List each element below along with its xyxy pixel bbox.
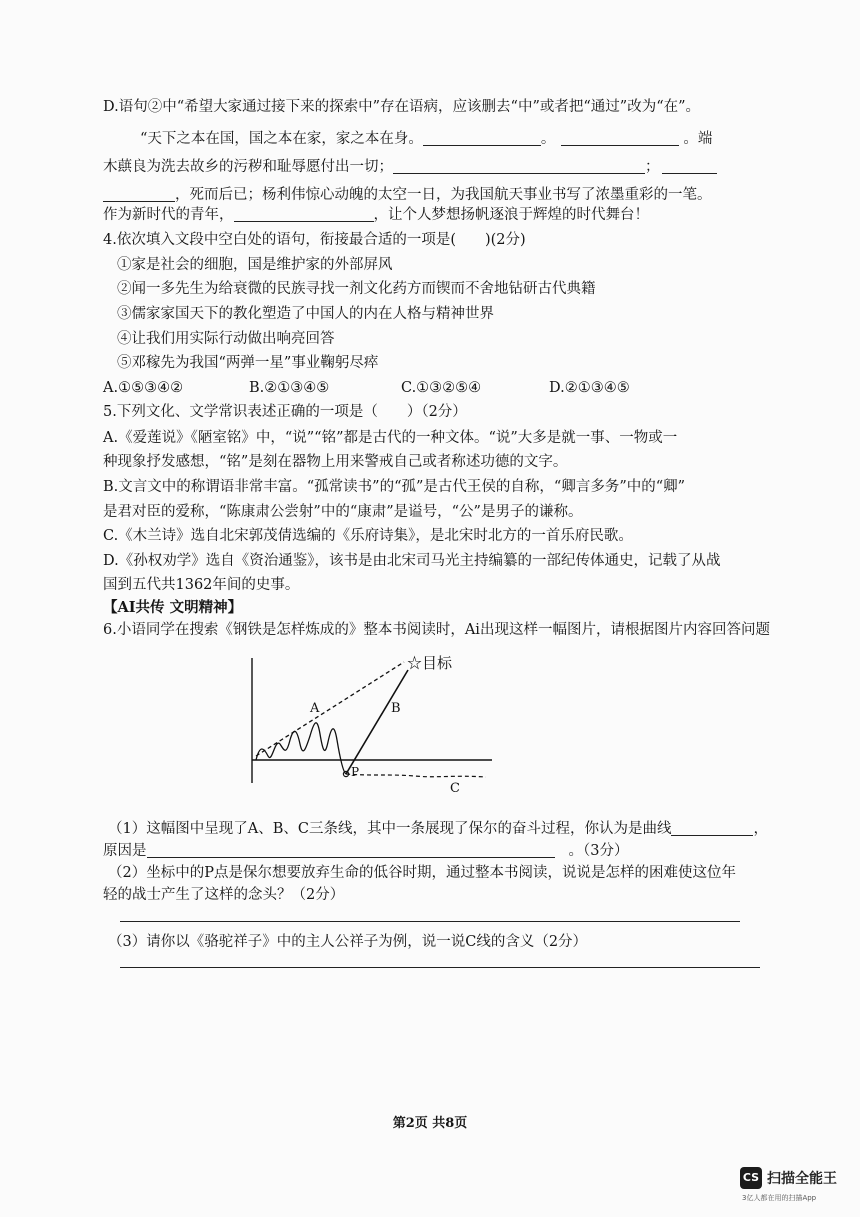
blank-curve[interactable] <box>671 819 753 836</box>
fill-line-2 <box>103 157 717 177</box>
blank-reason[interactable] <box>147 841 555 858</box>
blank-4-end[interactable] <box>103 185 175 202</box>
q5-line-6: D.《孙权劝学》选自《资治通鉴》，该书是由北宋司马光主持编纂的一部纪传体通史，记载了从战 <box>103 553 721 569</box>
q6-part-1-reason <box>103 841 628 861</box>
answer-line-3[interactable] <box>120 967 760 968</box>
q5-line-4: 是君对臣的爱称，“陈康肃公尝射”中的“康肃”是谥号，“公”是男子的谦称。 <box>103 504 583 520</box>
label-a: A <box>310 701 320 716</box>
q4-item-5: ⑤邓稼先为我国“两弹一星”事业鞠躬尽瘁 <box>117 355 379 371</box>
fill-text: “天下之本在国，国之本在家，家之本在身。 <box>140 131 423 147</box>
line-c <box>346 774 486 777</box>
fluctuating-curve <box>256 723 346 774</box>
q6-part-1 <box>108 819 768 839</box>
q5-line-5: C.《木兰诗》选自北宋郭茂倩选编的《乐府诗集》，是北宋时北方的一首乐府民歌。 <box>103 528 633 544</box>
q6-stem: 6.小语同学在搜索《钢铁是怎样炼成的》整本书阅读时，Ai出现这样一幅图片，请根据图片内容回答问题 <box>103 622 770 638</box>
target-label: ☆目标 <box>407 654 453 672</box>
q6-part-2: （2）坐标中的P点是保尔想要放弃生命的低谷时期，通过整本书阅读，说说是怎样的困难使这位年 <box>108 865 736 881</box>
part-text: 。（3分） <box>568 843 629 859</box>
q6-part-2-cont: 轻的战士产生了这样的念头？（2分） <box>103 887 345 903</box>
label-c: C <box>450 781 460 796</box>
blank-2[interactable] <box>561 129 679 146</box>
q4-option-d[interactable]: D.②①③④⑤ <box>549 380 630 396</box>
camscanner-logo: CS <box>740 1167 762 1189</box>
blank-4-start[interactable] <box>662 157 717 174</box>
trajectory-figure <box>230 648 510 798</box>
q4-stem: 4.依次填入文段中空白处的语句，衔接最合适的一项是( )(2分) <box>103 232 526 248</box>
fill-text: 木蕻良为洗去故乡的污秽和耻辱愿付出一切； <box>103 159 393 175</box>
q5-stem: 5.下列文化、文学常识表述正确的一项是（ ）（2分） <box>103 404 467 420</box>
q6-part-3: （3）请你以《骆驼祥子》中的主人公祥子为例，说一说C线的含义（2分） <box>108 934 588 950</box>
option-d-line: D.语句②中“希望大家通过接下来的探索中”存在语病，应该删去“中”或者把“通过”改为“在”。 <box>103 99 701 115</box>
q4-item-3: ③儒家家国天下的教化塑造了中国人的内在人格与精神世界 <box>117 306 494 322</box>
label-p: P <box>351 765 360 779</box>
answer-line-2[interactable] <box>120 921 740 922</box>
blank-3[interactable] <box>393 157 645 174</box>
q4-option-a[interactable]: A.①⑤③④② <box>103 380 184 396</box>
fill-line-1 <box>140 129 712 149</box>
part-text: ， <box>753 821 768 837</box>
part-text: （1）这幅图中呈现了A、B、C三条线，其中一条展现了保尔的奋斗过程，你认为是曲线 <box>108 821 672 837</box>
blank-5[interactable] <box>234 205 374 222</box>
q5-line-1: A.《爱莲说》《陋室铭》中，“说”“铭”都是古代的一种文体。“说”大多是就一事、一物或一 <box>103 430 678 446</box>
q4-option-b[interactable]: B.②①③④⑤ <box>249 380 330 396</box>
label-b: B <box>391 701 401 716</box>
q5-line-3: B.文言文中的称谓语非常丰富。“孤常读书”的“孤”是古代王侯的自称，“卿言多务”中的“卿” <box>103 479 686 495</box>
part-text: 原因是 <box>103 843 147 859</box>
fill-text: ； <box>645 159 660 175</box>
fill-text: 。 <box>540 131 556 147</box>
q4-item-4: ④让我们用实际行动做出响亮回答 <box>117 331 335 347</box>
q5-line-2: 种现象抒发感想，“铭”是刻在器物上用来警戒自己或者称述功德的文字。 <box>103 454 568 470</box>
fill-text: 作为新时代的青年， <box>103 207 234 223</box>
section-title: 【AI共传 文明精神】 <box>103 599 243 616</box>
line-a <box>256 662 404 756</box>
fill-text: 。端 <box>683 131 713 147</box>
fill-line-3 <box>103 185 712 205</box>
q5-line-7: 国到五代共1362年间的史事。 <box>103 577 300 593</box>
q4-item-2: ②闻一多先生为给衰微的民族寻找一剂文化药方而锲而不舍地钻研古代典籍 <box>117 281 596 297</box>
watermark-tagline: 3亿人都在用的扫描App <box>742 1194 817 1202</box>
watermark-name: 扫描全能王 <box>767 1171 837 1187</box>
fill-text: ，死而后已；杨利伟惊心动魄的太空一日，为我国航天事业书写了浓墨重彩的一笔。 <box>175 187 712 203</box>
q4-item-1: ①家是社会的细胞，国是维护家的外部屏风 <box>117 257 393 273</box>
fill-line-4 <box>103 205 649 225</box>
blank-1[interactable] <box>423 129 541 146</box>
page-number: 第2页 共8页 <box>392 1116 468 1131</box>
q4-option-c[interactable]: C.①③②⑤④ <box>401 380 482 396</box>
fill-text: ，让个人梦想扬帆逐浪于辉煌的时代舞台！ <box>373 207 649 223</box>
line-b <box>346 670 408 774</box>
